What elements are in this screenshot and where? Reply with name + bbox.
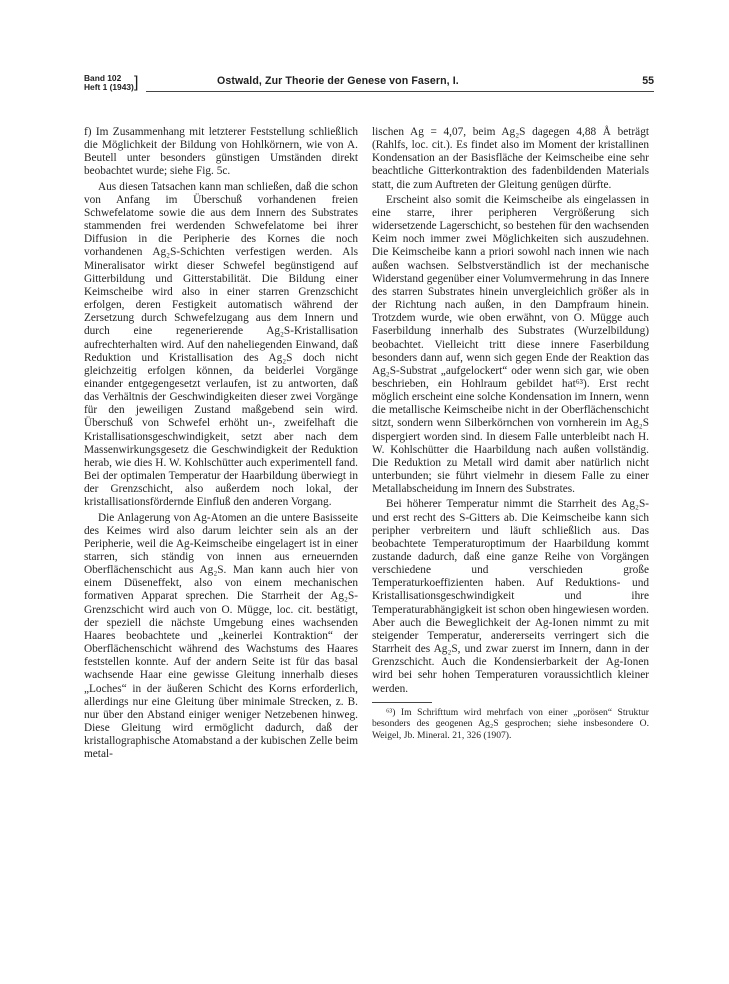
running-header [84,74,654,96]
bracket-glyph: ] [134,74,139,91]
paragraph: Die Anlagerung von Ag-Atomen an die untere Basisseite des Keimes wird also darum leichter sein als an der Peripherie, weil die Ag-Keimscheibe eingelagert ist in einer starren, sich ständig von innen aus erneuernden Oberflächenschicht aus Ag₂S. Man kann auch hier von einem Düseneffekt, also von einem mechanischen formativen Apparat sprechen. Die Starrheit der Ag₂S-Grenzschicht wird auch von O. Mügge, loc. cit. bestätigt, der speziell die nächste Umgebung eines wachsenden Haares beobachtete und „keinerlei Kontraktion“ der Oberflächenschicht während des Wachstums des Haares feststellen konnte. Auf der andern Seite ist für das basal wachsende Haar eine gewisse Gleitung innerhalb dieses „Loches“ in der äußeren Schicht des Korns erforderlich, allerdings nur eine Gleitung über minimale Strecken, z. B. nur über den Abstand einiger weniger Netzebenen hinweg. Diese Gleitung wird ermöglicht dadurch, daß der kristallographische Atomabstand a der kubischen Zelle beim metal- [84,511,358,761]
header-rule [146,91,654,92]
paragraph: lischen Ag = 4,07, beim Ag₂S dagegen 4,88 Å beträgt (Rahlfs, loc. cit.). Es findet also im Moment der kristallinen Kondensation an der Basisfläche der Keimscheibe eine sehr beachtliche Gitterkontraktion des fadenbildenden Materials statt, die zum Auftreten der Gleitung genügen dürfte. [372,126,649,191]
paragraph: f) Im Zusammenhang mit letzterer Feststellung schließlich die Möglichkeit der Bildung von Hohlkörnern, wie von A. Beutell unter besonders günstigen Umständen direkt beobachtet wurde; siehe Fig. 5c. [84,126,358,178]
paragraph: Erscheint also somit die Keimscheibe als eingelassen in eine starre, ihrer peripheren Vergrößerung sich widersetzende Lagerschicht, so bestehen für den wachsenden Keim noch immer zwei Möglichkeiten sich auszudehnen. Die Keimscheibe kann a priori sowohl nach innen wie nach außen wachsen. Selbstverständlich ist der mechanische Widerstand gegenüber einer Volumvermehrung in das Innere des starren Substrates hinein unvergleichlich größer als in der Richtung nach außen, in den Dampfraum hinein. Trotzdem wurde, wie oben erwähnt, von O. Mügge auch Faserbildung innerhalb des Substrates (Wurzelbildung) beobachtet. Vielleicht tritt diese innere Faserbildung besonders dann auf, wenn sich gegen Ende der Reaktion das Ag₂S-Substrat „aufgelockert“ oder wenn sich gar, wie oben beschrieben, ein Hohlraum gebildet hat⁶³). Erst recht möglich erscheint eine solche Kondensation im Innern, wenn die metallische Keimscheibe nicht in der Oberflächenschicht sitzt, sondern wenn Silberkörnchen von vornherein im Ag₂S dispergiert worden sind. In diesem Falle unterbleibt nach H. W. Kohlschütter die Haarbildung nach außen vollständig. Die Reduktion zu Metall wird damit aber natürlich nicht unterbunden; sie führt vielmehr in diesem Falle zu einer Metallabscheidung im Innern des Substrates. [372,193,649,496]
volume-label: Band 102 [84,73,122,83]
page-number: 55 [642,75,654,87]
left-column [84,126,358,762]
volume-info [84,74,134,92]
footnote: ⁶³) Im Schrifttum wird mehrfach von einer „porösen“ Struktur besonders des geogenen Ag₂S gesprochen; siehe insbesondere O. Weigel, Jb. Mineral. 21, 326 (1907). [372,706,649,741]
issue-label: Heft 1 (1943) [84,82,134,92]
running-title: Ostwald, Zur Theorie der Genese von Fasern, I. [217,75,459,87]
paragraph: Aus diesen Tatsachen kann man schließen, daß die schon von Anfang im Überschuß vorhandenen freien Schwefelatome sowie die aus dem Innern des Substrates stammenden frei werdenden Schwefelatome bei ihrer Diffusion in die Peripherie des Kornes die noch vorhandenen Ag₂S-Schichten verfestigen werden. Als Mineralisator wirkt dieser Schwefel begünstigend auf Gitterbildung und Gitterstabilität. Die Bildung einer Keimscheibe wird also in einer starren Grenzschicht erfolgen, deren Festigkeit automatisch während der Zersetzung durch Schwefelzugang aus dem Innern und durch eine regenerierende Ag₂S-Kristallisation aufrechterhalten wird. Auf den naheliegenden Einwand, daß Reduktion und Kristallisation des Ag₂S doch nicht gleichzeitig erfolgen können, da beiderlei Vorgänge einander entgegengesetzt verlaufen, ist zu antworten, daß das Verhältnis der Geschwindigkeiten dieser zwei Vorgänge für den jeweiligen Zustand maßgebend sein wird. Überschuß von Schwefel erhöht un-, zweifelhaft die Kristallisationsgeschwindigkeit, setzt aber nach dem Massenwirkungsgesetz die Geschwindigkeit der Reduktion herab, wie dies H. W. Kohlschütter auch experimentell fand. Bei der optimalen Temperatur der Haarbildung überwiegt in der Grenzschicht, also außerdem noch lokal, der kristallisationsfördernde Einfluß den anderen Vorgang. [84,180,358,509]
footnote-rule [372,702,432,703]
right-column [372,126,649,741]
paragraph: Bei höherer Temperatur nimmt die Starrheit des Ag₂S- und erst recht des S-Gitters ab. Die Keimscheibe kann sich peripher verbreitern und läuft schließlich aus. Das beobachtete Temperaturoptimum der Haarbildung kommt zustande dadurch, daß eine ganze Reihe von Vorgängen verschiedene und verschieden große Temperaturkoeffizienten haben. Auf Reduktions- und Kristallisationsgeschwindigkeit und ihre Temperaturabhängigkeit ist schon oben hingewiesen worden. Aber auch die Beweglichkeit der Ag-Ionen nimmt zu mit steigender Temperatur, andererseits verringert sich die Starrheit des Ag₂S, und zwar zuerst im Innern, dann in der Grenzschicht. Auch die Kondensierbarkeit der Ag-Ionen wird bei sehr hohen Temperaturen voraussichtlich kleiner werden. [372,498,649,695]
